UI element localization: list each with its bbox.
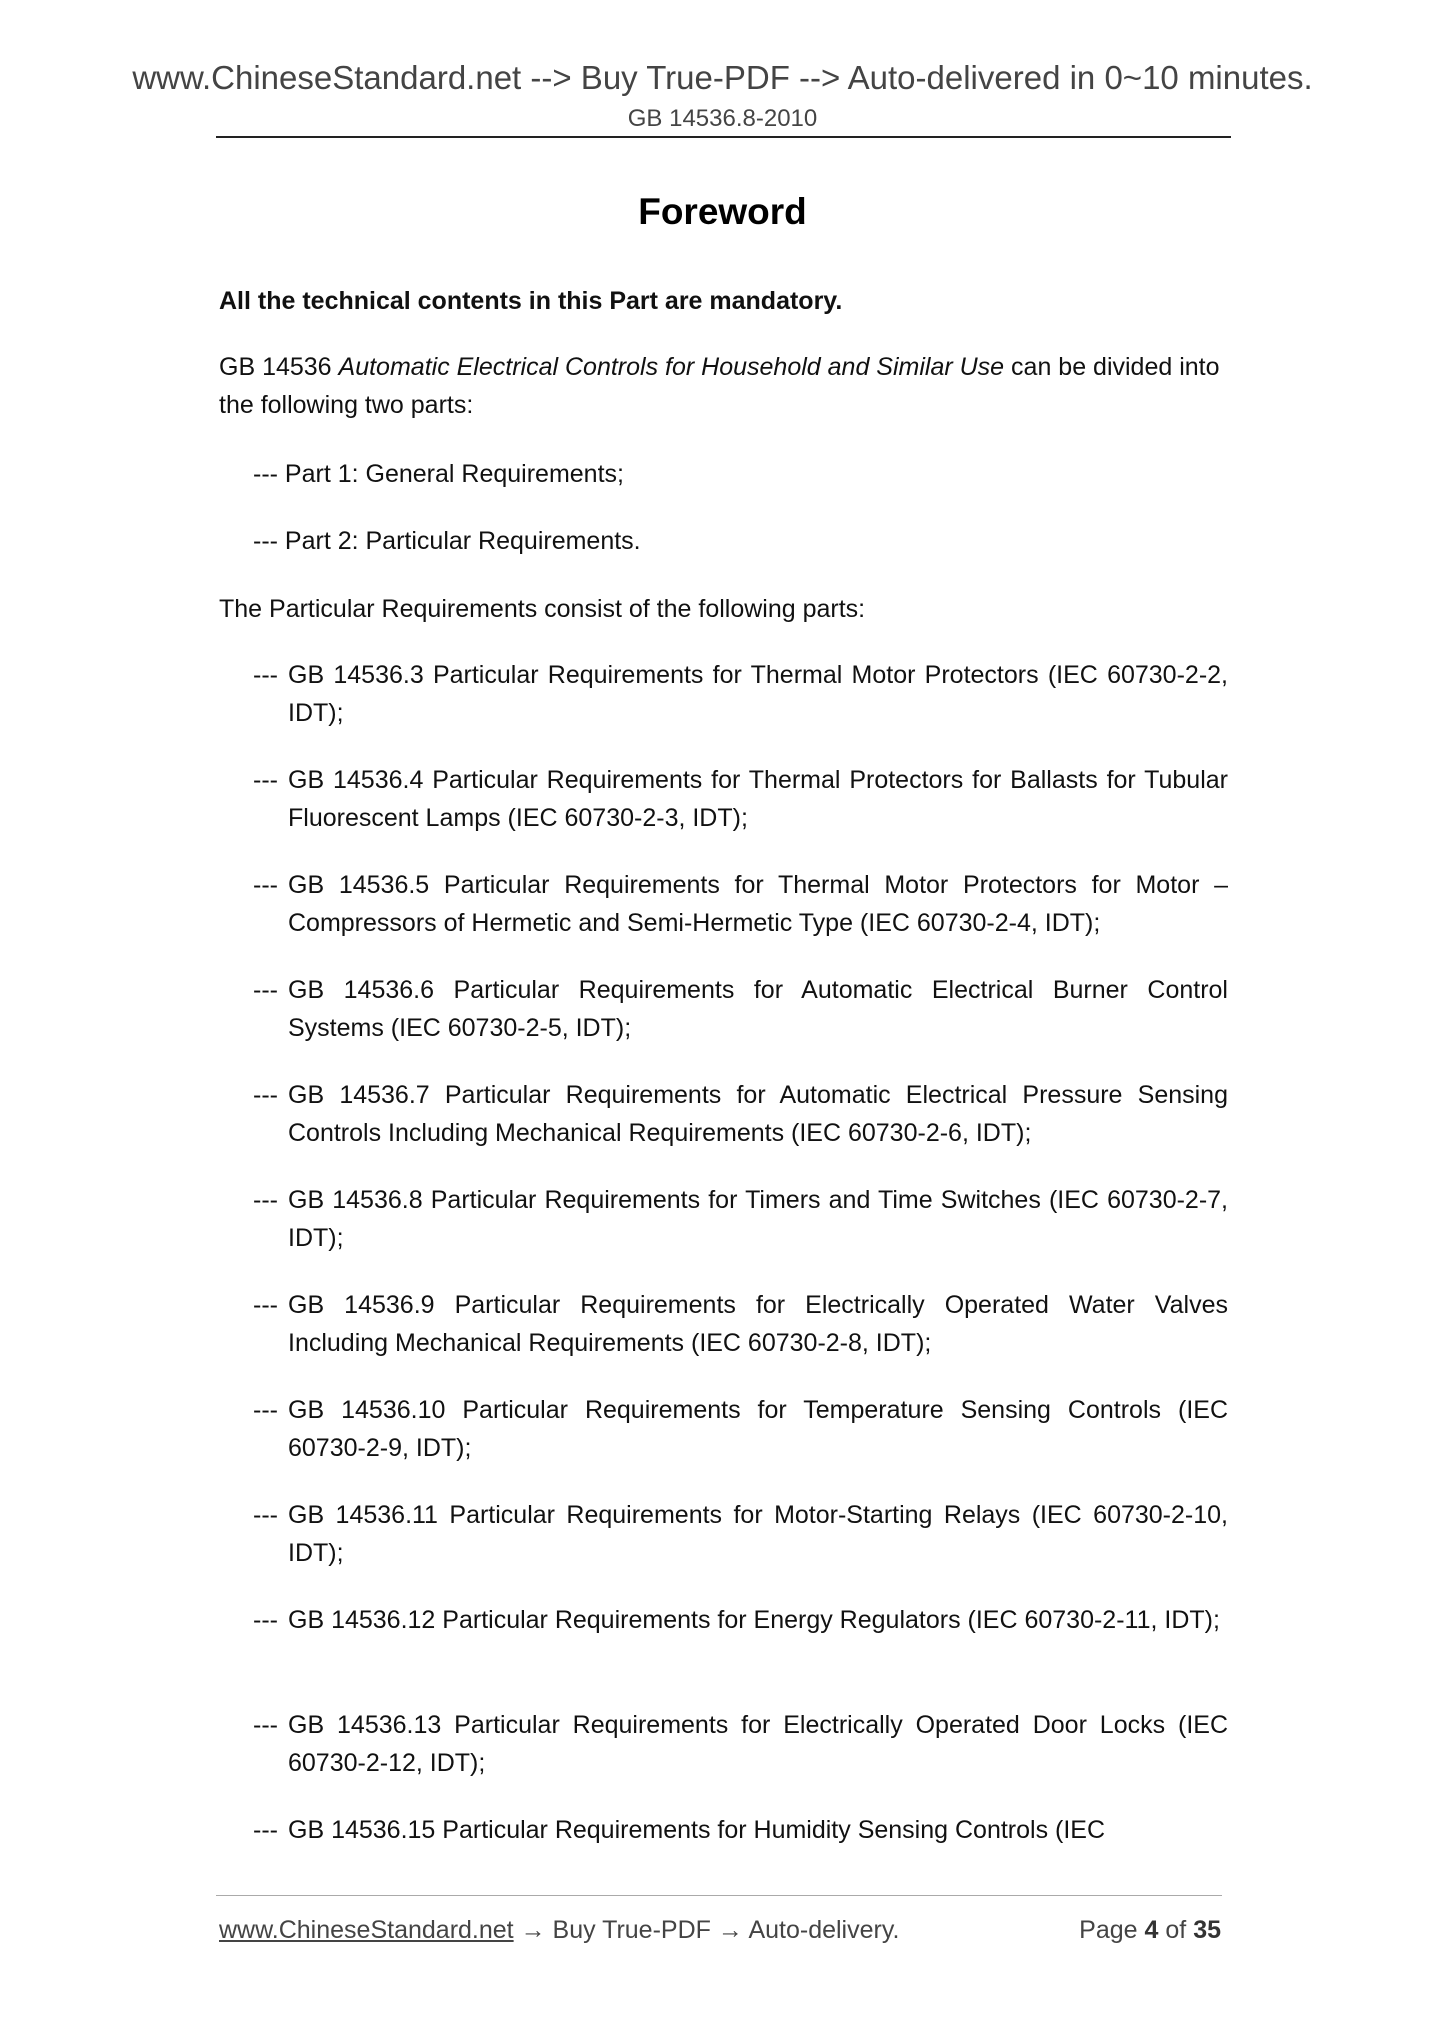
list-item [253,1286,1228,1362]
list-item-text: GB 14536.7 Particular Requirements for Automatic Electrical Pressure Sensing Controls Including Mechanical Requirements (IEC 60730-2-6, IDT); [288,1081,1228,1147]
list-item-text: GB 14536.15 Particular Requirements for Humidity Sensing Controls (IEC [288,1816,1106,1844]
footer-site-link[interactable]: www.ChineseStandard.net [219,1916,514,1944]
intro-standard-title: Automatic Electrical Controls for Household and Similar Use [338,353,1005,381]
list-item [253,656,1228,732]
part-1-item: --- Part 1: General Requirements; [253,460,624,488]
list-item-text: GB 14536.11 Particular Requirements for Motor-Starting Relays (IEC 60730-2-10, IDT); [288,1501,1228,1567]
page-total: 35 [1193,1916,1221,1944]
list-dash: --- [253,1816,278,1844]
list-item [253,1601,1228,1677]
list-dash: --- [253,1606,278,1634]
list-dash: --- [253,1291,278,1319]
page-of-label: of [1165,1916,1187,1944]
list-item-text: GB 14536.6 Particular Requirements for Automatic Electrical Burner Control Systems (IEC 60730-2-5, IDT); [288,976,1228,1042]
list-item [253,1391,1228,1467]
part-2-item: --- Part 2: Particular Requirements. [253,527,641,555]
footer-links [219,1914,899,1946]
list-dash: --- [253,976,278,1004]
list-item [253,971,1228,1047]
list-item [253,1496,1228,1572]
list-dash: --- [253,661,278,689]
footer-buy-text: Buy True-PDF [552,1916,711,1944]
list-dash: --- [253,766,278,794]
list-item [253,866,1228,942]
list-item-text: GB 14536.5 Particular Requirements for Thermal Motor Protectors for Motor – Compressors of Hermetic and Semi-Hermetic Type (IEC 60730-2-4, IDT); [288,871,1228,937]
list-item [253,1076,1228,1152]
header-divider [216,136,1231,138]
particular-requirements-intro: The Particular Requirements consist of the following parts: [219,595,866,623]
particular-requirements-list [253,656,1228,1878]
list-item [253,1706,1228,1782]
footer-delivery-text: Auto-delivery. [748,1916,900,1944]
list-item-text: GB 14536.13 Particular Requirements for Electrically Operated Door Locks (IEC 60730-2-12, IDT); [288,1711,1228,1777]
page-label: Page [1079,1916,1138,1944]
mandatory-statement: All the technical contents in this Part are mandatory. [219,287,843,315]
list-item-text: GB 14536.4 Particular Requirements for Thermal Protectors for Ballasts for Tubular Fluorescent Lamps (IEC 60730-2-3, IDT); [288,766,1228,832]
list-dash: --- [253,1711,278,1739]
list-item-text: GB 14536.12 Particular Requirements for Energy Regulators (IEC 60730-2-11, IDT); [288,1606,1220,1634]
page-number [1079,1914,1221,1946]
footer-divider [216,1895,1222,1896]
list-item-text: GB 14536.9 Particular Requirements for Electrically Operated Water Valves Including Mechanical Requirements (IEC 60730-2-8, IDT); [288,1291,1228,1357]
list-dash: --- [253,1081,278,1109]
arrow-icon: → [717,1916,743,1944]
list-item [253,1811,1228,1849]
list-dash: --- [253,1396,278,1424]
list-item-text: GB 14536.3 Particular Requirements for Thermal Motor Protectors (IEC 60730-2-2, IDT); [288,661,1228,727]
intro-prefix: GB 14536 [219,353,339,381]
list-dash: --- [253,871,278,899]
header-banner: www.ChineseStandard.net --> Buy True-PDF --> Auto-delivered in 0~10 minutes. [132,59,1313,96]
list-item [253,761,1228,837]
page-title: Foreword [638,191,807,232]
page-current: 4 [1144,1916,1159,1944]
document-number: GB 14536.8-2010 [627,105,818,132]
list-item-text: GB 14536.10 Particular Requirements for Temperature Sensing Controls (IEC 60730-2-9, IDT); [288,1396,1228,1462]
list-dash: --- [253,1501,278,1529]
list-dash: --- [253,1186,278,1214]
intro-paragraph [219,348,1228,424]
intro-suffix: can be divided into the following two parts: [219,353,1220,419]
list-item [253,1181,1228,1257]
list-item-text: GB 14536.8 Particular Requirements for Timers and Time Switches (IEC 60730-2-7, IDT); [288,1186,1228,1252]
arrow-icon: → [520,1916,546,1944]
